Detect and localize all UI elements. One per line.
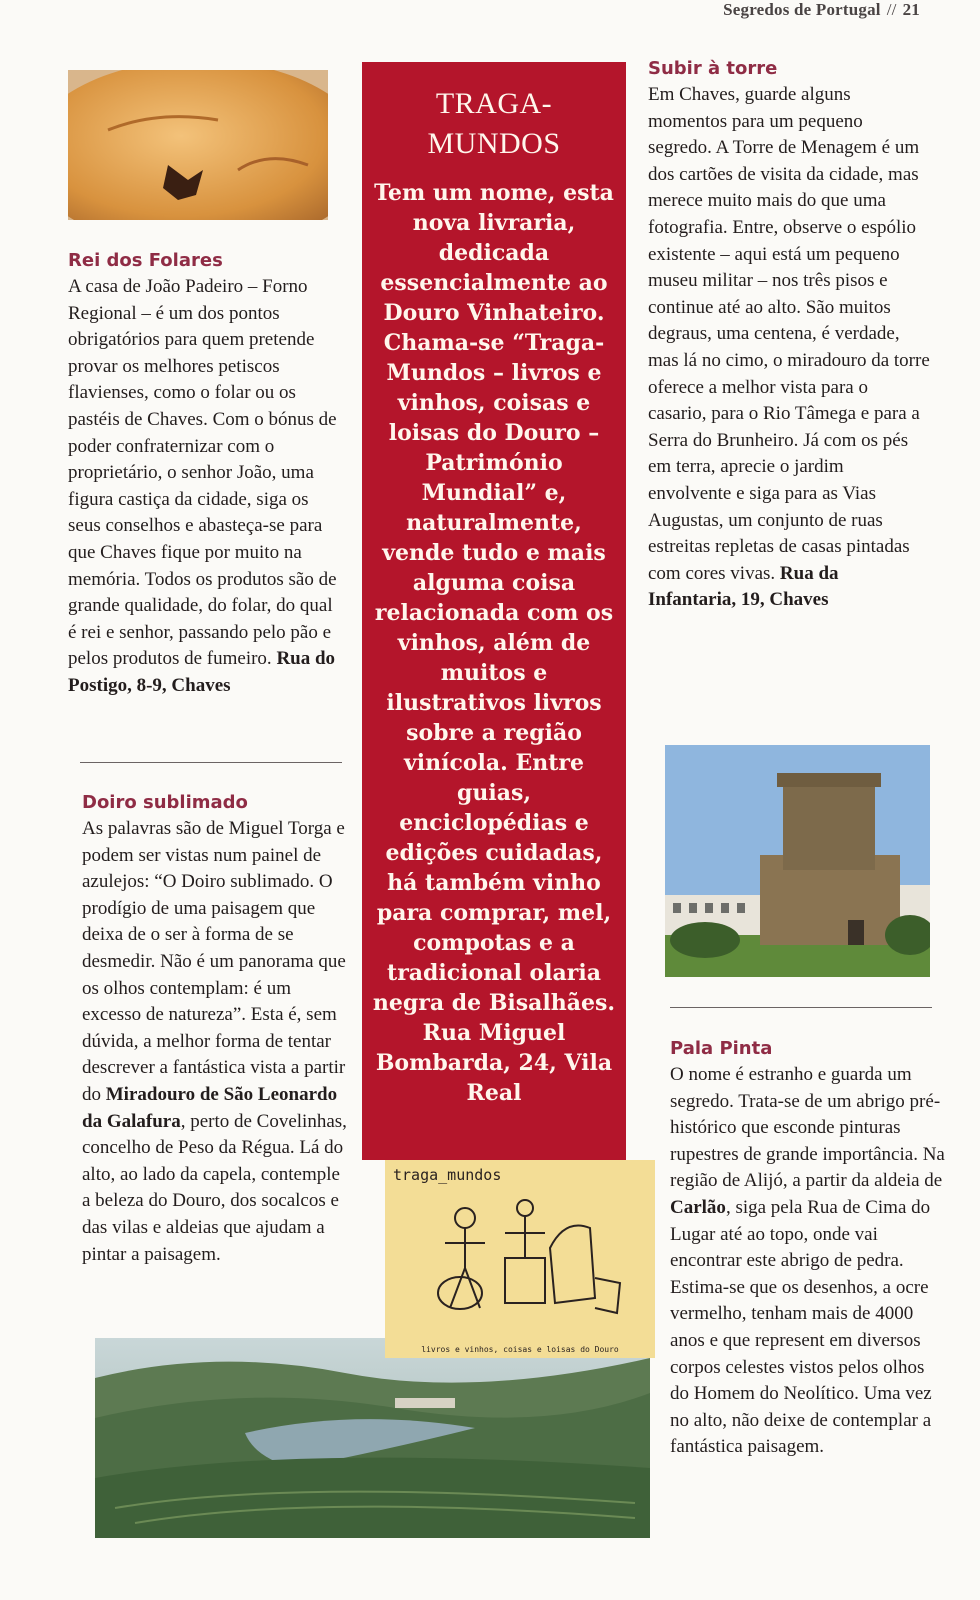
header-separator: // <box>886 0 897 19</box>
section-title: Rei dos Folares <box>68 250 223 271</box>
section-body: Em Chaves, guarde alguns momentos para um pequeno segredo. A Torre de Menagem é um dos cartões de visita da cidade, mas merece muito mais do que uma fotografia. Entre, observe o espólio existente – aqui está um pequeno museu militar – nos três pisos e continue até ao alto. São muitos degraus, uma centena, é verdade, mas lá no cimo, o miradouro da torre oferece a melhor vista para o casario, para o Rio Tâmega e para a Serra do Brunheiro. Já com os pés em terra, aprecie o jardim envolvente e siga para as Vias Augustas, um conjunto de ruas estreitas repletas de casas pintadas com cores vivas. Rua da Infantaria, 19, Chaves <box>648 84 930 611</box>
folar-bread-photo <box>68 70 328 220</box>
address: Rua da Infantaria, 19, Chaves <box>648 562 839 611</box>
section-title: Subir à torre <box>648 58 778 79</box>
place-name: Carlão <box>670 1196 726 1218</box>
box-body: Tem um nome, esta nova livraria, dedicada essencialmente ao Douro Vinhateiro. Chama-se “Traga-Mundos – livros e vinhos, coisas e loisas do Douro – Património Mundial” e, naturalmente, vende tudo e mais alguma coisa relacionada com os vinhos, além de muitos e ilustrativos livros sobre a região vinícola. Entre guias, enciclopédias e edições cuidadas, há também vinho para comprar, mel, compotas e a tradicional olaria negra de Bisalhães. Rua Miguel Bombarda, 24, Vila Real <box>372 180 616 1106</box>
logo-caption: livros e vinhos, coisas e loisas do Douro <box>421 1345 619 1354</box>
section-title: Pala Pinta <box>670 1038 773 1059</box>
section-body: As palavras são de Miguel Torga e podem ser vistas num painel de azulejos: “O Doiro sublimado. O prodígio de uma paisagem que deixa de o ser à forma de se desmedir. Não é um panorama que os olhos contemplam: é um excesso de natureza”. Esta é, sem dúvida, a melhor forma de tentar descrever a fantástica vista a partir do Miradouro de São Leonardo da Galafura, perto de Covelinhas, concelho de Peso da Régua. Lá do alto, ao lado da capela, contemple a beleza do Douro, dos socalcos e das vilas e aldeias que ajudam a pintar a paisagem. <box>82 818 347 1265</box>
section-body: A casa de João Padeiro – Forno Regional – é um dos pontos obrigatórios para quem pretende provar os melhores petiscos flavienses, como o folar ou os pastéis de Chaves. Com o bónus de poder confraternizar com o proprietário, o senhor João, uma figura castiça da cidade, siga os seus conselhos e abasteça-se para que Chaves fique por muito na memória. Todos os produtos são de grande qualidade, do folar, do qual é rei e senhor, passando pelo pão e pelos produtos de fumeiro. Rua do Postigo, 8-9, Chaves <box>68 276 337 696</box>
traga-mundos-box <box>362 62 626 1160</box>
publication-name: Segredos de Portugal <box>723 0 881 19</box>
section-subir-a-torre <box>648 58 930 614</box>
section-pala-pinta <box>670 1038 945 1461</box>
address: Rua do Postigo, 8-9, Chaves <box>68 648 336 696</box>
section-rei-dos-folares <box>68 250 343 700</box>
section-title: Doiro sublimado <box>82 792 248 813</box>
torre-de-menagem-photo <box>665 745 930 977</box>
logo-drawing <box>405 1188 635 1338</box>
place-name: Miradouro de São Leonardo da Galafura <box>82 1083 338 1132</box>
section-doiro-sublimado <box>82 792 347 1268</box>
box-title: TRAGA- MUNDOS <box>427 87 561 160</box>
page-number: 21 <box>902 0 920 19</box>
running-header <box>723 0 920 20</box>
divider <box>670 1007 932 1008</box>
douro-valley-photo <box>95 1338 650 1538</box>
traga-mundos-logo <box>385 1160 655 1358</box>
logo-wordmark: traga_mundos <box>393 1166 502 1184</box>
divider <box>80 762 342 763</box>
section-body: O nome é estranho e guarda um segredo. Trata-se de um abrigo pré-histórico que esconde pinturas rupestres de grande importância. Na região de Alijó, a partir da aldeia de Carlão, siga pela Rua de Cima do Lugar até ao topo, onde vai encontrar este abrigo de pedra. Estima-se que os desenhos, a ocre vermelho, tenham mais de 4000 anos e que represent em diversos corpos celestes vistos pelos olhos do Homem do Neolítico. Uma vez no alto, não deixe de contemplar a fantástica paisagem. <box>670 1064 945 1458</box>
